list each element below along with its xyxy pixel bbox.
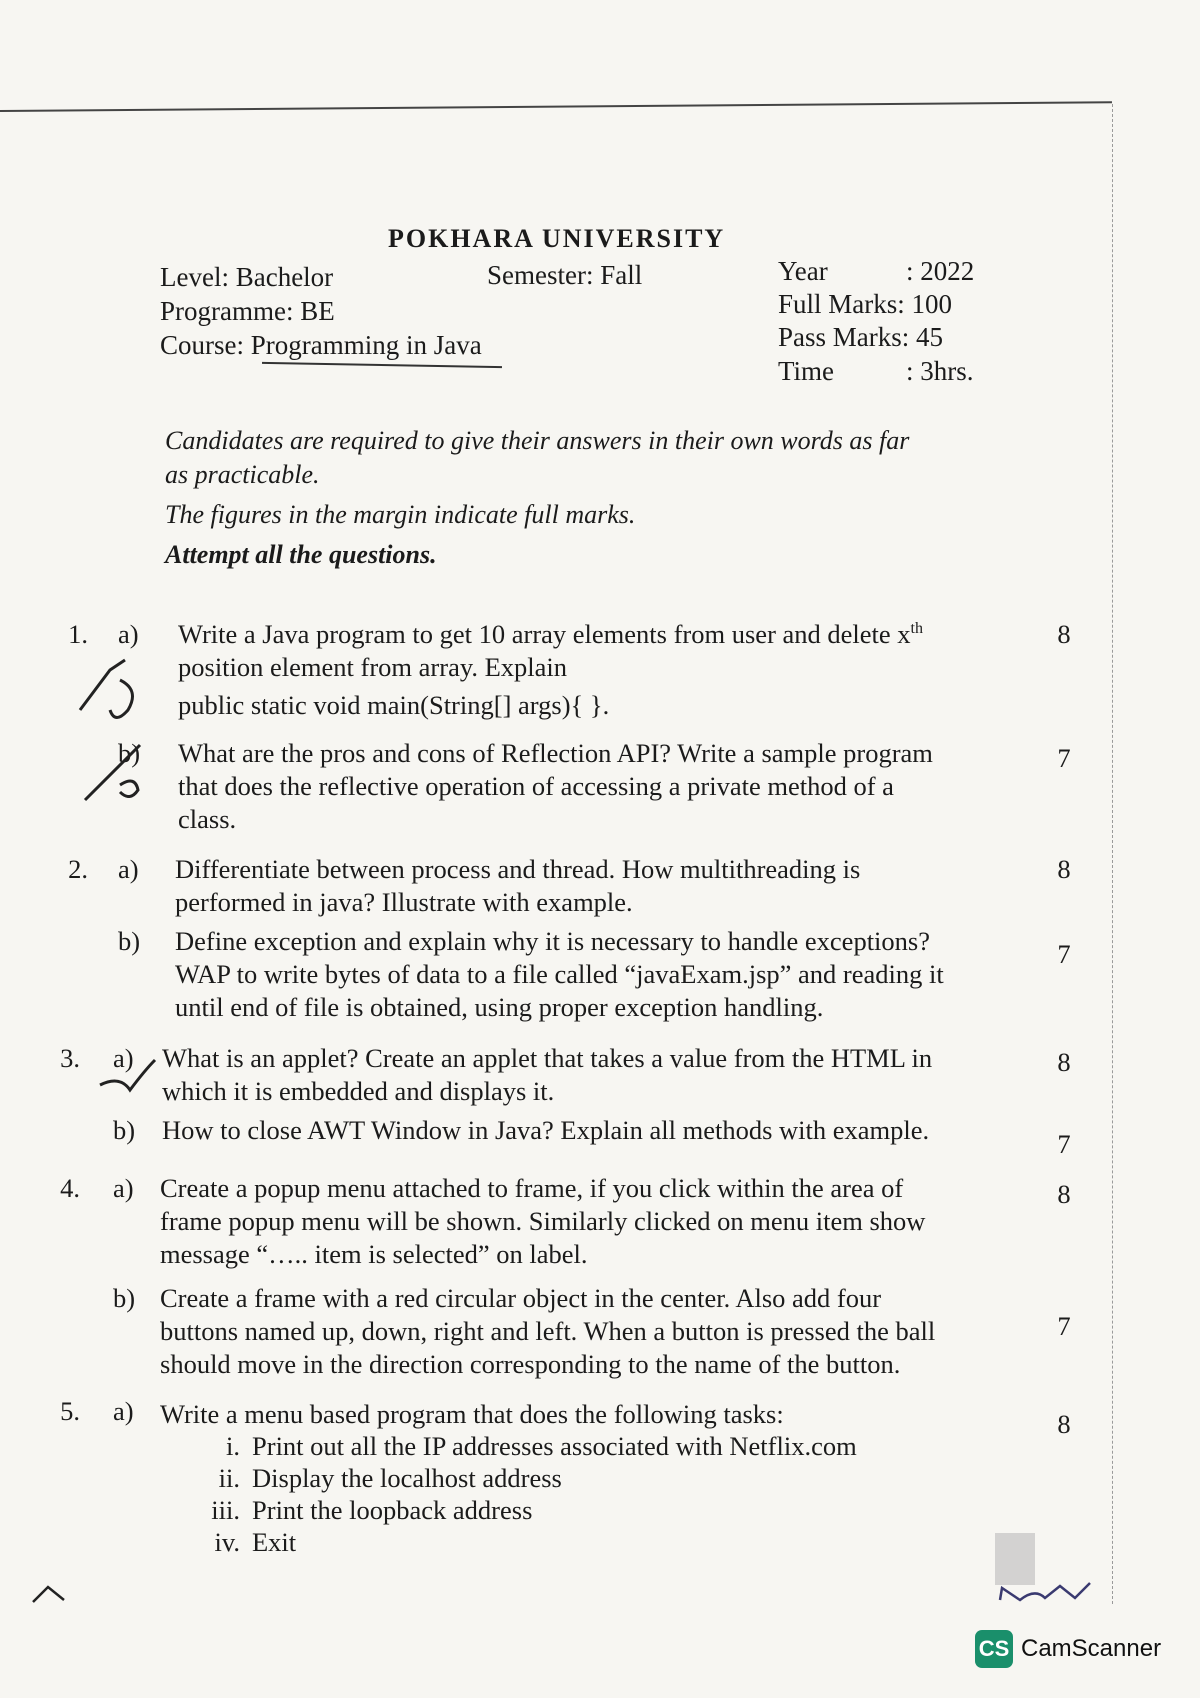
question-marks: 8 xyxy=(1057,1047,1071,1077)
signature xyxy=(990,1528,1100,1608)
question-number: 4. xyxy=(60,1173,80,1203)
instruction-line: as practicable. xyxy=(165,460,320,489)
question-line: Create a frame with a red circular object in the center. Also add four xyxy=(160,1283,882,1313)
question-line: should move in the direction corresponding to the name of the button. xyxy=(160,1349,901,1379)
question-part-label: a) xyxy=(113,1396,134,1426)
list-item-text: Display the localhost address xyxy=(252,1463,562,1493)
question-line: Write a menu based program that does the following tasks: xyxy=(160,1399,784,1429)
question-line: Write a Java program to get 10 array elements from user and delete $x^{th}$ xyxy=(178,619,923,649)
question-number: 5. xyxy=(60,1396,80,1426)
question-marks: 7 xyxy=(1057,743,1071,773)
year-label: Year xyxy=(778,256,828,286)
question-line: Create a popup menu attached to frame, if you click within the area of xyxy=(160,1173,904,1203)
question-text xyxy=(162,1114,1008,1147)
programme-field: Programme: BE xyxy=(160,296,335,326)
pass-marks-field: Pass Marks: 45 xyxy=(778,322,944,352)
question-part-label: b) xyxy=(113,1283,136,1313)
question-number: 2. xyxy=(68,854,88,884)
question-line: Differentiate between process and thread. How multithreading is xyxy=(175,854,861,884)
list-item-text: Print the loopback address xyxy=(252,1495,533,1525)
instruction-line: The figures in the margin indicate full marks. xyxy=(165,500,636,529)
course-field: Course: Programming in Java xyxy=(160,330,482,360)
question-line: Define exception and explain why it is necessary to handle exceptions? xyxy=(175,926,930,956)
camscanner-watermark xyxy=(975,1630,1161,1668)
instruction-line: Candidates are required to give their answers in their own words as far xyxy=(165,426,910,455)
question-line: that does the reflective operation of accessing a private method of a xyxy=(178,771,894,801)
question-marks: 7 xyxy=(1057,1311,1071,1341)
question-marks: 8 xyxy=(1057,1409,1071,1439)
time-label: Time xyxy=(778,356,835,386)
list-item xyxy=(190,1526,857,1558)
list-item xyxy=(190,1430,857,1462)
list-marker: iii. xyxy=(211,1495,240,1525)
question-text xyxy=(178,737,1008,836)
top-border-line xyxy=(0,101,1112,112)
question-number: 1. xyxy=(68,619,88,649)
question-text xyxy=(178,618,1033,722)
list-marker: iv. xyxy=(214,1527,240,1557)
right-page-edge xyxy=(1112,104,1113,1604)
question-part-label: b) xyxy=(118,926,141,956)
question-line: What is an applet? Create an applet that takes a value from the HTML in xyxy=(162,1043,933,1073)
camscanner-logo: CS xyxy=(975,1630,1013,1668)
question-line: What are the pros and cons of Reflection API? Write a sample program xyxy=(178,738,933,768)
question-line: frame popup menu will be shown. Similarly clicked on menu item show xyxy=(160,1206,926,1236)
question-marks: 7 xyxy=(1057,939,1071,969)
question-line: public static void main(String[] args){ }. xyxy=(178,690,610,720)
question-line: position element from array. Explain xyxy=(178,652,568,682)
handwritten-mark xyxy=(80,730,180,810)
question-line: until end of file is obtained, using proper exception handling. xyxy=(175,992,824,1022)
handwritten-mark xyxy=(70,650,170,730)
question-part-label: b) xyxy=(113,1115,136,1145)
question-marks: 8 xyxy=(1057,619,1071,649)
question-part-label: b) xyxy=(118,738,141,768)
question-part-label: a) xyxy=(118,619,139,649)
semester-field: Semester: Fall xyxy=(487,260,643,290)
question-part-label: a) xyxy=(113,1173,134,1203)
year-value: : 2022 xyxy=(906,256,975,286)
question-line: performed in java? Illustrate with example. xyxy=(175,887,633,917)
question-marks: 8 xyxy=(1057,1179,1071,1209)
question-text xyxy=(175,853,1005,919)
full-marks-field: Full Marks: 100 xyxy=(778,289,953,319)
question-line: buttons named up, down, right and left. When a button is pressed the ball xyxy=(160,1316,936,1346)
list-marker: i. xyxy=(226,1431,240,1461)
question-number: 3. xyxy=(60,1043,80,1073)
superscript: th xyxy=(910,620,923,638)
time-value: : 3hrs. xyxy=(906,356,974,386)
handwritten-mark xyxy=(95,1050,165,1100)
question-part-label: a) xyxy=(113,1043,134,1073)
list-item-text: Print out all the IP addresses associated with Netflix.com xyxy=(252,1431,857,1461)
camscanner-name: CamScanner xyxy=(1021,1635,1162,1662)
question-line: How to close AWT Window in Java? Explain all methods with example. xyxy=(162,1115,930,1145)
question-line: message “….. item is selected” on label. xyxy=(160,1239,588,1269)
time-field xyxy=(778,354,974,388)
task-list xyxy=(190,1430,857,1558)
handwritten-mark xyxy=(30,1582,70,1606)
question-text xyxy=(160,1282,1010,1381)
question-text xyxy=(160,1398,1010,1431)
question-text xyxy=(175,925,1013,1024)
list-item-text: Exit xyxy=(252,1527,297,1557)
level-field: Level: Bachelor xyxy=(160,262,334,292)
question-part-label: a) xyxy=(118,854,139,884)
course-handwritten-underline xyxy=(262,362,502,368)
question-text xyxy=(160,1172,1010,1271)
instruction-line: Attempt all the questions. xyxy=(165,540,437,569)
university-title: POKHARA UNIVERSITY xyxy=(388,224,726,253)
question-line: class. xyxy=(178,804,237,834)
list-marker: ii. xyxy=(218,1463,240,1493)
question-line: which it is embedded and displays it. xyxy=(162,1076,555,1106)
year-field xyxy=(778,254,974,288)
question-marks: 7 xyxy=(1057,1129,1071,1159)
question-text xyxy=(162,1042,1008,1108)
question-marks: 8 xyxy=(1057,854,1071,884)
list-item xyxy=(190,1462,857,1494)
list-item xyxy=(190,1494,857,1526)
question-line: WAP to write bytes of data to a file called “javaExam.jsp” and reading it xyxy=(175,959,944,989)
